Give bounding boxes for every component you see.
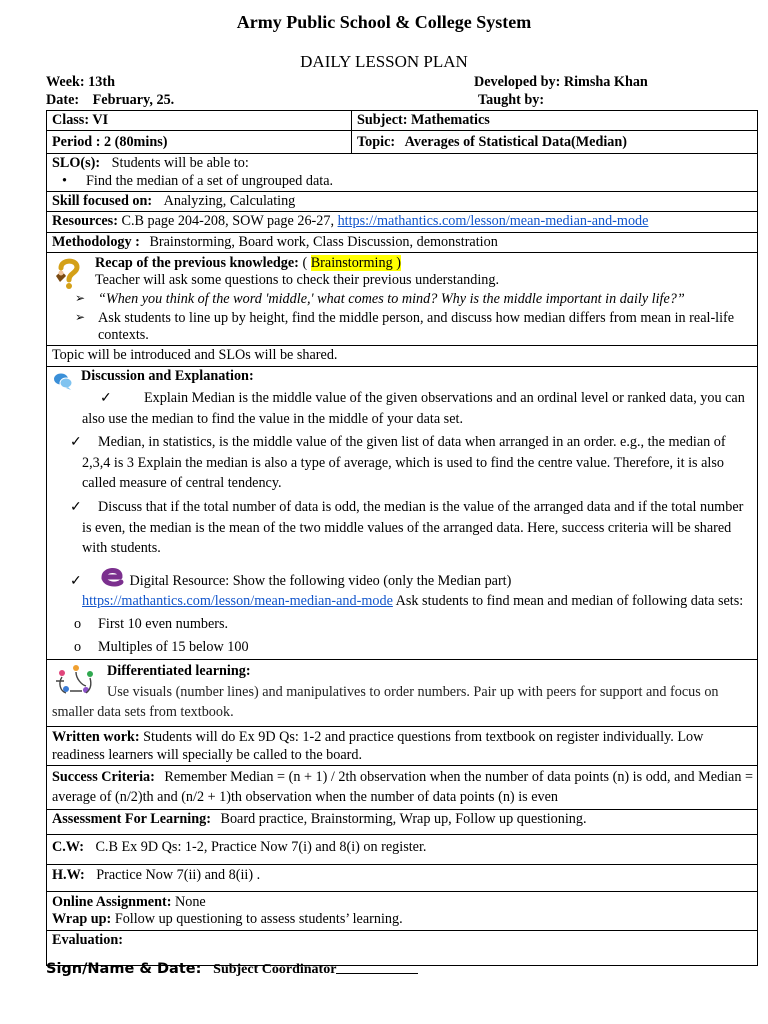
circle-bullet-icon: o bbox=[74, 616, 82, 632]
assessment-text: Board practice, Brainstorming, Wrap up, Follow up questioning. bbox=[220, 811, 587, 827]
online-wrapup-row bbox=[47, 892, 758, 931]
discussion-cell bbox=[47, 366, 758, 659]
discussion-heading: Discussion and Explanation: bbox=[81, 367, 254, 384]
recap-highlight: Brainstorming ) bbox=[310, 254, 401, 271]
circle-bullet-icon: o bbox=[74, 638, 82, 655]
hw-row bbox=[47, 865, 758, 892]
check-icon: ✓ bbox=[70, 434, 82, 451]
developed-by: Developed by: Rimsha Khan bbox=[474, 74, 648, 90]
wrapup-label: Wrap up: bbox=[52, 911, 112, 928]
slo-intro: Students will be able to: bbox=[111, 155, 249, 172]
lesson-plan-table bbox=[46, 110, 758, 966]
written-label: Written work: bbox=[52, 729, 140, 746]
success-label: Success Criteria: bbox=[52, 768, 155, 785]
plan-title: DAILY LESSON PLAN bbox=[300, 52, 468, 71]
e-resource-icon bbox=[98, 565, 126, 587]
period-topic-row bbox=[47, 131, 758, 154]
slo-list bbox=[52, 173, 753, 190]
online-label: Online Assignment: bbox=[52, 894, 172, 910]
methodology-label: Methodology : bbox=[52, 233, 140, 250]
list-item: o First 10 even numbers. bbox=[52, 614, 753, 635]
topic-value: Averages of Statistical Data(Median) bbox=[404, 133, 628, 150]
resources-row bbox=[47, 212, 758, 232]
wrapup-text: Follow up questioning to assess students’ learning. bbox=[114, 911, 403, 928]
digital-resource-link[interactable]: https://mathantics.com/lesson/mean-median-and-mode bbox=[82, 593, 393, 610]
check-icon: ✓ bbox=[100, 390, 112, 407]
cw-cell bbox=[47, 835, 758, 865]
list-item: ✓ Median, in statistics, is the middle value of the given list of data when arranged in an order. e.g., the median of 2,3,4 is 3 Explain the median is also a type of average, which is used to find the centre value. Therefore, it is also called measure of central tendency. bbox=[70, 434, 726, 492]
recap-cell bbox=[47, 252, 758, 346]
school-name: Army Public School & College System bbox=[236, 12, 532, 32]
resources-link[interactable]: https://mathantics.com/lesson/mean-median-and-mode bbox=[337, 213, 649, 230]
assessment-cell bbox=[47, 810, 758, 835]
hw-text: Practice Now 7(ii) and 8(ii) . bbox=[96, 867, 261, 883]
written-text: Students will do Ex 9D Qs: 1-2 and practice questions from textbook on register individually. Low readiness learners will specially be called to the board. bbox=[52, 729, 704, 763]
meta-row-week bbox=[46, 74, 756, 91]
cw-row bbox=[47, 835, 758, 865]
success-cell bbox=[47, 765, 758, 809]
subject-cell: Subject: Mathematics bbox=[352, 111, 758, 131]
differentiated-heading: Differentiated learning: bbox=[107, 663, 251, 680]
signature-line bbox=[46, 960, 418, 979]
differentiated-row bbox=[47, 660, 758, 727]
recap-paren: ( bbox=[302, 254, 308, 271]
skill-value: Analyzing, Calculating bbox=[163, 192, 296, 209]
assessment-row bbox=[47, 810, 758, 835]
date-label: Date: bbox=[46, 92, 80, 108]
question-mark-icon bbox=[53, 256, 83, 290]
list-item bbox=[52, 565, 753, 612]
online-text: None bbox=[174, 894, 206, 910]
resources-value: C.B page 204-208, SOW page 26-27, bbox=[121, 213, 335, 230]
success-text: Remember Median = (n + 1) / 2th observation when the number of data points (n) is odd, and Median = average of (n/2)th and (n/2 + 1)th observation when the number of data points (n) is even bbox=[52, 768, 753, 806]
topic-cell bbox=[352, 131, 758, 154]
written-row bbox=[47, 727, 758, 766]
hw-cell bbox=[47, 865, 758, 892]
digital-resource-text: Digital Resource: Show the following video (only the Median part) bbox=[129, 572, 512, 589]
resources-label: Resources: bbox=[52, 213, 118, 230]
check-icon: ✓ bbox=[70, 499, 82, 516]
bullet-icon: • bbox=[62, 172, 67, 189]
list-item: ➢ “When you think of the word 'middle,' what comes to mind? Why is the middle important in daily life?” bbox=[75, 290, 685, 307]
methodology-row bbox=[47, 232, 758, 252]
skill-row bbox=[47, 191, 758, 211]
recap-heading: Recap of the previous knowledge: bbox=[95, 254, 299, 271]
digital-resource-after: Ask students to find mean and median of following data sets: bbox=[395, 593, 744, 610]
success-row bbox=[47, 765, 758, 809]
recap-list bbox=[52, 291, 753, 345]
methodology-value: Brainstorming, Board work, Class Discussion, demonstration bbox=[149, 233, 498, 250]
week-label: Week: 13th bbox=[46, 74, 115, 90]
list-item: • Find the median of a set of ungrouped data. bbox=[62, 172, 334, 189]
written-cell bbox=[47, 727, 758, 766]
list-item: o Multiples of 15 below 100 bbox=[52, 637, 753, 658]
coordinator-label: Subject Coordinator bbox=[213, 962, 337, 977]
recap-row bbox=[47, 252, 758, 346]
online-line bbox=[52, 894, 753, 911]
cw-text: C.B Ex 9D Qs: 1-2, Practice Now 7(i) and 8(i) on register. bbox=[95, 839, 427, 855]
assessment-label: Assessment For Learning: bbox=[52, 811, 211, 827]
hw-label: H.W: bbox=[52, 867, 85, 883]
slo-cell bbox=[47, 154, 758, 192]
online-wrapup-cell bbox=[47, 892, 758, 931]
methodology-cell bbox=[47, 232, 758, 252]
skill-label: Skill focused on: bbox=[52, 192, 153, 209]
class-subject-row bbox=[47, 111, 758, 131]
list-item: ✓ Discuss that if the total number of data is odd, the median is the value of the arranged data and if the total number is even, the median is the mean of the two middle values of the arranged data. Here, success criteria will be shared with students. bbox=[70, 499, 744, 557]
recap-heading-line bbox=[52, 255, 753, 272]
differentiated-cell bbox=[47, 660, 758, 727]
topic-label: Topic: bbox=[357, 133, 396, 150]
discussion-row bbox=[47, 366, 758, 659]
cw-label: C.W: bbox=[52, 839, 84, 855]
recap-intro: Teacher will ask some questions to check their previous understanding. bbox=[95, 272, 500, 289]
data-sets-list bbox=[52, 614, 753, 657]
list-item: ➢ Ask students to line up by height, find the middle person, and discuss how median differs from mean in real-life contexts. bbox=[75, 309, 735, 344]
chat-bubbles-icon bbox=[53, 372, 73, 390]
signature-blank[interactable] bbox=[336, 973, 418, 974]
evaluation-label: Evaluation: bbox=[52, 931, 123, 948]
date-value: February, 25. bbox=[92, 92, 175, 108]
slo-row bbox=[47, 154, 758, 192]
arrow-icon: ➢ bbox=[75, 290, 86, 305]
check-icon: ✓ bbox=[70, 572, 82, 589]
differentiated-text: Use visuals (number lines) and manipulatives to order numbers. Pair up with peers for support and focus on smaller data sets from textbook. bbox=[52, 683, 719, 721]
taught-by: Taught by: bbox=[478, 92, 545, 108]
topic-intro-row bbox=[47, 346, 758, 366]
arrow-icon: ➢ bbox=[75, 309, 86, 324]
topic-intro-cell: Topic will be introduced and SLOs will be shared. bbox=[47, 346, 758, 366]
slo-label: SLO(s): bbox=[52, 155, 101, 172]
people-network-icon bbox=[52, 663, 98, 697]
meta-row-date bbox=[46, 92, 756, 109]
period-cell: Period : 2 (80mins) bbox=[47, 131, 352, 154]
resources-cell bbox=[47, 212, 758, 232]
sign-label: Sign/Name & Date: bbox=[46, 961, 202, 977]
skill-cell bbox=[47, 191, 758, 211]
wrapup-line bbox=[52, 911, 753, 928]
class-cell: Class: VI bbox=[47, 111, 352, 131]
discussion-list bbox=[52, 388, 753, 612]
list-item: ✓ Explain Median is the middle value of the given observations and an ordinal level or ranked data, you can also use the median to find the value in the middle of your data set. bbox=[82, 390, 745, 427]
